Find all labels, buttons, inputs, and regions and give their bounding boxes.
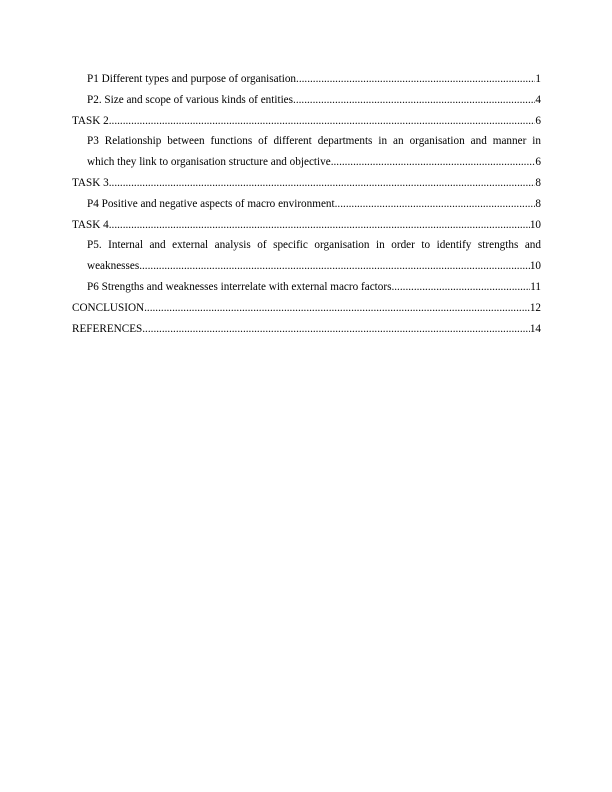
toc-entry-p6[interactable] — [72, 277, 541, 298]
toc-page-number: 1 — [535, 73, 541, 85]
toc-entry-title: P6 Strengths and weaknesses interrelate with external macro factors — [87, 280, 392, 293]
toc-entry-task-2[interactable] — [72, 111, 541, 132]
toc-dot-leader — [296, 69, 535, 90]
toc-page-number: 10 — [529, 260, 541, 273]
toc-entry-title: CONCLUSION — [72, 301, 145, 314]
toc-entry-title-line-1: P3 Relationship between functions of different departments in an organisation and manner in — [87, 135, 541, 148]
toc-entry-title-line-2: weaknesses — [87, 260, 140, 273]
table-of-contents — [72, 69, 541, 339]
toc-entry-p5[interactable] — [72, 235, 541, 277]
toc-entry-p2[interactable] — [72, 90, 541, 111]
toc-entry-p4[interactable] — [72, 194, 541, 215]
toc-page-number: 12 — [529, 301, 541, 314]
toc-dot-leader — [335, 194, 536, 215]
toc-dot-leader — [109, 173, 536, 194]
toc-entry-last-line — [87, 256, 541, 277]
toc-page-number: 10 — [529, 218, 541, 231]
toc-page-number: 6 — [535, 114, 541, 127]
toc-dot-leader — [391, 277, 530, 298]
toc-entry-title: TASK 3 — [72, 176, 109, 189]
toc-entry-p3[interactable] — [72, 131, 541, 173]
toc-dot-leader — [144, 298, 530, 319]
toc-entry-title: TASK 4 — [72, 218, 109, 231]
toc-entry-conclusion[interactable] — [72, 298, 541, 319]
toc-page-number: 8 — [535, 197, 541, 210]
toc-dot-leader — [109, 111, 536, 132]
toc-entry-title-line-1: P5. Internal and external analysis of specific organisation in order to identify strengths and — [87, 239, 541, 252]
toc-page-number: 4 — [535, 93, 541, 106]
toc-entry-p1[interactable] — [72, 69, 541, 90]
toc-dot-leader — [109, 215, 530, 236]
toc-dot-leader — [293, 90, 535, 111]
toc-dot-leader — [142, 319, 530, 340]
toc-page-number: 11 — [530, 280, 541, 293]
toc-page-number: 14 — [529, 322, 541, 335]
toc-entry-title: REFERENCES — [72, 322, 143, 335]
toc-dot-leader — [139, 256, 530, 277]
toc-entry-last-line — [87, 152, 541, 173]
toc-dot-leader — [331, 152, 536, 173]
toc-entry-task-4[interactable] — [72, 215, 541, 236]
toc-page-number: 6 — [535, 156, 541, 169]
toc-entry-title: P2. Size and scope of various kinds of entities — [87, 93, 294, 106]
toc-entry-title-line-2: which they link to organisation structure and objective — [87, 156, 331, 169]
toc-entry-task-3[interactable] — [72, 173, 541, 194]
toc-entry-title: P4 Positive and negative aspects of macro environment — [87, 197, 335, 210]
toc-entry-title: TASK 2 — [72, 114, 109, 127]
toc-entry-title: P1 Different types and purpose of organisation — [87, 73, 297, 85]
toc-page-number: 8 — [535, 176, 541, 189]
toc-entry-references[interactable] — [72, 319, 541, 340]
